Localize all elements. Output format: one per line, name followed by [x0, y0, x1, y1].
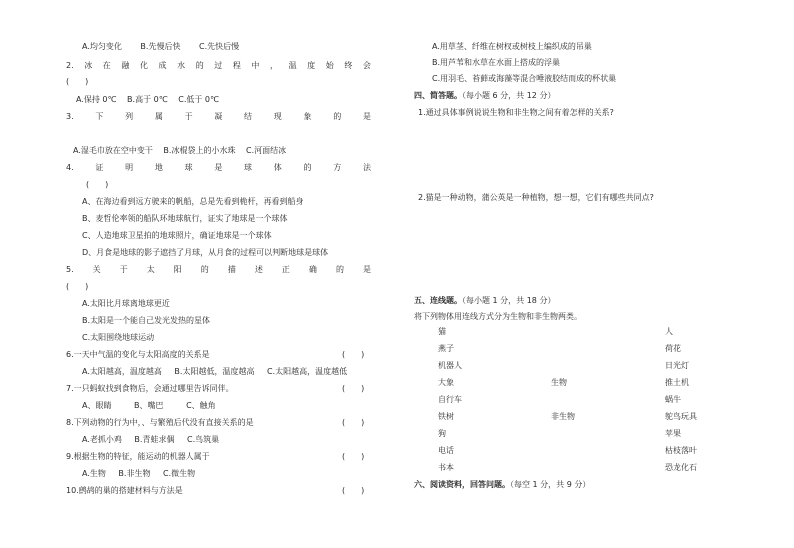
- q5-char: 于: [119, 265, 128, 274]
- q5-char: 是: [362, 265, 371, 274]
- q1-option-b: B.先慢后快: [140, 42, 181, 51]
- q8-answer-paren[interactable]: ( ): [342, 418, 365, 427]
- q7-options: [82, 401, 216, 411]
- q7-option-c: C、触角: [186, 401, 216, 410]
- q6-answer-paren[interactable]: ( ): [342, 350, 365, 359]
- q2-char: 终: [344, 61, 353, 70]
- q6-options: [82, 367, 347, 377]
- match-left-item[interactable]: 铁树: [438, 412, 454, 421]
- q2-char: 化: [139, 61, 148, 70]
- q10-option-c: C.用羽毛、苔藓或海藻等混合唾液胶结而成的杯状巢: [432, 74, 617, 83]
- q5-stem: [66, 265, 371, 275]
- q3-char: 下: [95, 112, 104, 121]
- q2-stem: [66, 61, 371, 71]
- q1-option-c: C.先快后慢: [199, 42, 240, 51]
- q8-option-a: A.老抓小鸡: [82, 435, 122, 444]
- q5-char: 5.: [66, 265, 74, 274]
- q2-char: 中: [251, 61, 260, 70]
- match-right-item[interactable]: 日光灯: [665, 361, 689, 370]
- q4-option-d: D、月食是地球的影子遮挡了月球，从月食的过程可以判断地球是球体: [82, 248, 329, 257]
- match-right-item[interactable]: 鸵鸟玩具: [665, 412, 697, 421]
- q2-char: 水: [177, 61, 186, 70]
- match-left-item[interactable]: 机器人: [438, 361, 462, 370]
- q4-char: 的: [303, 163, 312, 172]
- section-5-score-note: （每小题 1 分，共 18 分）: [462, 296, 556, 305]
- match-right-item[interactable]: 枯枝落叶: [665, 446, 697, 455]
- sec4-question-1: 1.通过具体事例说说生物和非生物之间有着怎样的关系?: [418, 108, 614, 117]
- q9-answer-paren[interactable]: ( ): [342, 452, 365, 461]
- q2-char: 冰: [84, 61, 93, 70]
- q4-stem: [66, 163, 371, 173]
- match-left-item[interactable]: 燕子: [438, 344, 454, 353]
- q4-char: 法: [362, 163, 371, 172]
- q4-char: 明: [125, 163, 134, 172]
- q3-options: [73, 146, 286, 156]
- q2-char: 度: [307, 61, 316, 70]
- q7-option-a: A、眼睛: [82, 401, 112, 410]
- q3-option-c: C.河面结冰: [246, 146, 287, 155]
- q5-char: 的: [335, 265, 344, 274]
- q4-char: 球: [244, 163, 253, 172]
- q5-char: 描: [227, 265, 236, 274]
- q8-option-b: B.青蛙求偶: [134, 435, 175, 444]
- q5-char: 关: [92, 265, 101, 274]
- q9-option-b: B.非生物: [118, 469, 151, 478]
- q4-option-c: C、人造地球卫星拍的地球照片，确证地球是一个球体: [82, 231, 272, 240]
- q10-option-b: B.用芦苇和水草在水面上搭成的浮巢: [432, 58, 561, 67]
- match-left-item[interactable]: 书本: [438, 463, 454, 472]
- q8-options: [82, 435, 219, 445]
- q3-char: 列: [125, 112, 134, 121]
- q2-char: 2.: [66, 61, 74, 70]
- section-4-heading: [414, 91, 555, 101]
- q4-char: 4.: [66, 163, 74, 172]
- q5-option-c: C.太阳围绕地球运动: [82, 333, 155, 342]
- q8-option-c: C.鸟筑巢: [187, 435, 220, 444]
- q7-stem: 7.一只蚂蚁找到食物后，会通过哪里告诉同伴。: [66, 384, 234, 393]
- q3-char: 的: [333, 112, 342, 121]
- q4-option-a: A、在海边看到远方驶来的帆船，总是先看到桅杆，再看到船身: [82, 197, 304, 206]
- q5-char: 述: [254, 265, 263, 274]
- q7-option-b: B、嘴巴: [134, 401, 164, 410]
- q2-char: 温: [288, 61, 297, 70]
- q5-answer-paren[interactable]: ( ): [66, 282, 89, 291]
- q4-answer-paren[interactable]: ( ): [86, 180, 109, 189]
- q4-char: 证: [95, 163, 104, 172]
- q1-options: [82, 42, 239, 52]
- q4-char: 球: [184, 163, 193, 172]
- section-6-heading: [414, 480, 590, 490]
- q6-option-b: B.太阳越低，温度越高: [174, 367, 255, 376]
- match-right-item[interactable]: 恐龙化石: [665, 463, 697, 472]
- match-right-item[interactable]: 荷花: [665, 344, 681, 353]
- q2-char: 始: [325, 61, 334, 70]
- q2-option-c: C.低于 0℃: [178, 95, 219, 104]
- section-6-title: 六、阅读资料，回答问题。: [414, 480, 510, 489]
- section-5-heading: [414, 296, 555, 306]
- q6-stem: 6.一天中气温的变化与太阳高度的关系是: [66, 350, 210, 359]
- q5-char: 太: [146, 265, 155, 274]
- q5-char: 确: [308, 265, 317, 274]
- q5-option-b: B.太阳是一个能自己发光发热的星体: [82, 316, 211, 325]
- sec4-question-2: 2.猫是一种动物，蒲公英是一种植物，想一想，它们有哪些共同点?: [418, 193, 654, 202]
- match-left-item[interactable]: 自行车: [438, 395, 462, 404]
- match-left-item[interactable]: 猫: [438, 327, 446, 336]
- match-right-item[interactable]: 人: [665, 327, 673, 336]
- q2-char: 融: [121, 61, 130, 70]
- q10-answer-paren[interactable]: ( ): [342, 486, 365, 495]
- q3-char: 是: [362, 112, 371, 121]
- q2-option-b: B.高于 0℃: [127, 95, 168, 104]
- q2-char: 程: [232, 61, 241, 70]
- q1-option-a: A.均匀变化: [82, 42, 122, 51]
- q7-answer-paren[interactable]: ( ): [342, 384, 365, 393]
- q3-char: 结: [244, 112, 253, 121]
- q3-stem: [66, 112, 371, 122]
- q2-char: 成: [158, 61, 167, 70]
- q4-option-b: B、麦哲伦率领的船队环地球航行，证实了地球是一个球体: [82, 214, 288, 223]
- match-category-living[interactable]: 生物: [551, 378, 567, 387]
- q3-char: 属: [154, 112, 163, 121]
- section-4-score-note: （每小题 6 分，共 12 分）: [462, 91, 556, 100]
- q9-option-c: C.微生物: [163, 469, 196, 478]
- q10-option-a: A.用草茎、纤维在树杈或树枝上编织成的吊巢: [432, 42, 592, 51]
- q2-char: 在: [102, 61, 111, 70]
- sec5-instruction: 将下列物体用连线方式分为生物和非生物两类。: [414, 312, 582, 321]
- match-right-item[interactable]: 推土机: [665, 378, 689, 387]
- q6-option-c: C.太阳越高，温度越低: [267, 367, 348, 376]
- q2-option-a: A.保持 0℃: [76, 95, 117, 104]
- q3-char: 现: [273, 112, 282, 121]
- q2-char: ，: [270, 61, 278, 70]
- q9-options: [82, 469, 195, 479]
- q2-answer-paren[interactable]: ( ): [66, 77, 89, 86]
- q4-char: 是: [214, 163, 223, 172]
- section-5-title: 五、连线题。: [414, 296, 462, 305]
- section-4-title: 四、简答题。: [414, 91, 462, 100]
- match-right-item[interactable]: 苹果: [665, 429, 681, 438]
- section-6-score-note: （每空 1 分，共 9 分）: [510, 480, 591, 489]
- q8-stem: 8.下列动物的行为中，、与繁殖后代没有直接关系的是: [66, 418, 254, 427]
- q9-stem: 9.根据生物的特征，能运动的机器人属于: [66, 452, 210, 461]
- q3-char: 3.: [66, 112, 74, 121]
- q3-option-b: B.冰棍袋上的小水珠: [163, 146, 236, 155]
- q6-option-a: A.太阳越高，温度越高: [82, 367, 162, 376]
- q5-char: 正: [281, 265, 290, 274]
- q3-char: 于: [184, 112, 193, 121]
- q3-option-a: A.湿毛巾放在空中变干: [73, 146, 153, 155]
- q4-char: 体: [273, 163, 282, 172]
- q5-char: 的: [200, 265, 209, 274]
- q10-stem: 10.鹧鸪的巢的搭建材料与方法是: [66, 486, 183, 495]
- match-left-item[interactable]: 大象: [438, 378, 454, 387]
- q4-char: 地: [154, 163, 163, 172]
- q3-char: 凝: [214, 112, 223, 121]
- match-category-nonliving[interactable]: 非生物: [551, 412, 575, 421]
- q9-option-a: A.生物: [82, 469, 106, 478]
- match-left-item[interactable]: 狗: [438, 429, 446, 438]
- q2-char: 会: [362, 61, 371, 70]
- match-left-item[interactable]: 电话: [438, 446, 454, 455]
- q2-options: [76, 95, 219, 105]
- q4-char: 方: [333, 163, 342, 172]
- q2-char: 的: [195, 61, 204, 70]
- match-right-item[interactable]: 蜗牛: [665, 395, 681, 404]
- q5-option-a: A.太阳比月球离地球更近: [82, 299, 170, 308]
- q2-char: 过: [214, 61, 223, 70]
- q5-char: 阳: [173, 265, 182, 274]
- q3-char: 象: [303, 112, 312, 121]
